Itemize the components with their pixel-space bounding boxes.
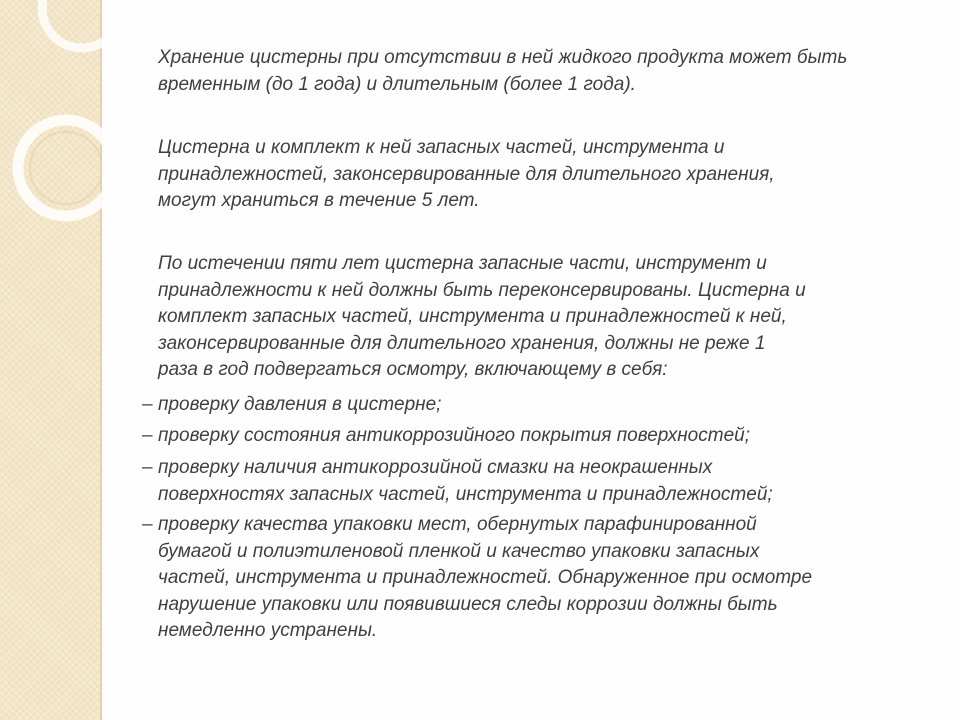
paragraph-reconservation bbox=[158, 251, 918, 384]
paragraph-long-term-storage bbox=[158, 135, 918, 215]
text-line: бумагой и полиэтиленовой пленкой и качество упаковки запасных bbox=[158, 540, 760, 562]
text-line: По истечении пяти лет цистерна запасные части, инструмент и bbox=[158, 253, 767, 274]
text-line: Цистерна и комплект к ней запасных частей, инструмента и bbox=[158, 137, 725, 158]
bullet-text bbox=[158, 455, 773, 508]
text-line: раза в год подвергаться осмотру, включающему в себя: bbox=[158, 359, 668, 380]
text-line: принадлежностей, законсервированные для длительного хранения, bbox=[158, 163, 775, 185]
text-line: проверку качества упаковки мест, обернутых парафинированной bbox=[158, 514, 757, 535]
text-line: проверку состояния антикоррозийного покрытия поверхностей; bbox=[158, 425, 750, 446]
bullet-text bbox=[158, 512, 812, 645]
text-line: частей, инструмента и принадлежностей. Обнаруженное при осмотре bbox=[158, 567, 813, 588]
text-line: законсервированные для длительного хранения, должны не реже 1 bbox=[158, 332, 766, 354]
text-line: немедленно устранены. bbox=[158, 620, 378, 641]
bullet-dash: – bbox=[142, 457, 153, 478]
bullet-dash: – bbox=[142, 394, 153, 415]
text-line: временным (до 1 года) и длительным (более 1 года). bbox=[158, 73, 636, 95]
bullet-text bbox=[158, 423, 750, 450]
text-line: комплект запасных частей, инструмента и принадлежностей к ней, bbox=[158, 306, 787, 327]
bullet-dash: – bbox=[142, 514, 153, 535]
text-line: нарушение упаковки или появившиеся следы коррозии должны быть bbox=[158, 593, 778, 615]
text-line: проверку давления в цистерне; bbox=[158, 394, 442, 415]
text-line: поверхностях запасных частей, инструмента и принадлежностей; bbox=[158, 483, 773, 505]
bullet-text bbox=[158, 392, 441, 419]
text-line: могут храниться в течение 5 лет. bbox=[158, 190, 480, 211]
paragraph-storage-duration bbox=[158, 45, 918, 98]
bullet-dash: – bbox=[142, 425, 153, 446]
text-line: Хранение цистерны при отсутствии в ней жидкого продукта может быть bbox=[158, 47, 848, 68]
text-line: принадлежности к ней должны быть переконсервированы. Цистерна и bbox=[158, 279, 806, 301]
text-line: проверку наличия антикоррозийной смазки на неокрашенных bbox=[158, 457, 713, 478]
